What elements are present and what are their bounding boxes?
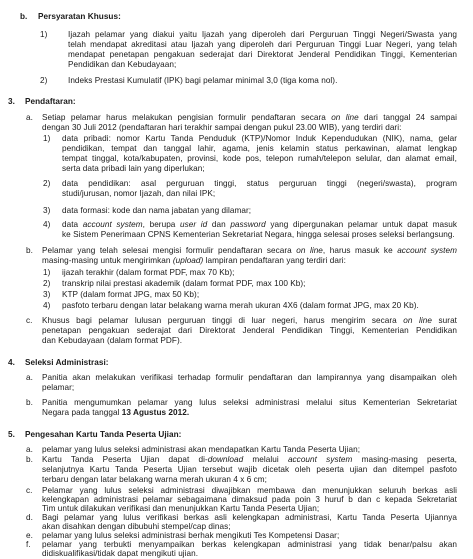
- italic-span: (upload): [172, 256, 204, 265]
- list-letter: e.: [26, 531, 33, 540]
- list-item-line: [68, 50, 457, 60]
- list-item-line: [68, 40, 457, 50]
- paragraph-line: [42, 465, 457, 475]
- text-line: data pendidikan: asal perguruan tinggi, status perguruan tinggi (negeri/swasta), program: [62, 179, 457, 188]
- text-span: yang dipergunakan pelamar untuk dapat masuk: [265, 220, 457, 229]
- text-line: [42, 455, 457, 465]
- text-span: data: [62, 220, 83, 229]
- text-span: Setiap pelamar harus melakukan pengisian formulir pendaftaran secara: [42, 113, 332, 122]
- text-line: mendapat penetapan pengakuan sederajat dari Direktorat Jenderal Pendidikan Tinggi, Kementerian: [68, 50, 457, 59]
- text-span: Pelamar yang telah selesai mengisi formulir pendaftaran secara: [42, 246, 297, 255]
- list-letter: c.: [26, 486, 33, 495]
- list-item-line: transkrip nilai prestasi akademik (dalam format PDF, max 100 Kb);: [62, 279, 306, 288]
- list-letter: d.: [26, 513, 33, 522]
- section-3-number: 3.: [8, 97, 15, 106]
- text-line: telah mendapat akreditasi atau Ijazah yang diperoleh dari Perguruan Tinggi Luar Negeri, yang telah: [68, 40, 457, 49]
- text-span: masing-masing peserta,: [352, 455, 457, 464]
- italic-span: user id: [180, 220, 208, 229]
- paragraph-line: [42, 455, 457, 465]
- italic-span: on line: [331, 113, 359, 122]
- list-number: 3): [43, 290, 51, 299]
- text-line: kelengkapan administrasi pelamar sebagaimana dimaksud pada poin 3 huruf b dan c kepada Sekretariat: [42, 495, 457, 504]
- list-item-line: data formasi: kode dan nama jabatan yang dilamar;: [62, 206, 252, 215]
- section-3-title: Pendaftaran:: [25, 97, 76, 106]
- text-line: pelamar yang terbukti menyampaikan berkas kelengkapan administrasi yang tidak benar/palsu akan: [42, 540, 457, 549]
- text-line: Panitia mengumumkan pelamar yang lulus seleksi administrasi melalui situs Kementerian Sekretariat: [42, 398, 457, 407]
- italic-span: download: [207, 455, 244, 464]
- text-span: , harus masuk ke: [322, 246, 398, 255]
- text-line: pendidikan, tempat dan tanggal lahir, agama, jenis kelamin status perkawinan, alamat lengkap: [62, 144, 457, 153]
- list-number: 2): [40, 76, 48, 85]
- list-letter: b.: [26, 246, 33, 255]
- text-line: [42, 246, 457, 256]
- paragraph-line: [42, 256, 346, 266]
- list-item-line: [62, 154, 457, 164]
- list-item-line: [62, 134, 457, 144]
- section-4-number: 4.: [8, 358, 15, 367]
- list-item-line: [62, 144, 457, 154]
- section-4-title: Seleksi Administrasi:: [25, 358, 109, 367]
- list-letter: b.: [26, 455, 33, 464]
- list-number: 1): [40, 30, 48, 39]
- list-number: 4): [43, 301, 51, 310]
- paragraph-line: terbaru dengan latar belakang warna merah ukuran 4 x 6 cm;: [42, 475, 268, 484]
- list-number: 4): [43, 220, 51, 229]
- italic-span: password: [230, 220, 266, 229]
- text-line: Bagi pelamar yang lulus verifikasi berkas asli kelengkapan administrasi, Kartu Tanda Peserta Ujiannya: [42, 513, 457, 522]
- paragraph-line: pelamar;: [42, 383, 75, 392]
- paragraph-line: [42, 408, 189, 418]
- paragraph-line: [42, 326, 457, 336]
- italic-span: on line: [296, 246, 323, 255]
- text-line: data pribadi: nomor Kartu Tanda Penduduk (KTP)/Nomor Induk Kependudukan (NIK), nama, gelar: [62, 134, 457, 143]
- text-span: , berupa: [142, 220, 181, 229]
- list-letter: b.: [26, 398, 33, 407]
- text-span: Negara pada tanggal: [42, 408, 122, 417]
- section-b-letter: b.: [20, 12, 28, 21]
- text-line: [42, 113, 457, 123]
- paragraph-line: akan disahkan dengan dibubuhi stempel/cap dinas;: [42, 522, 231, 531]
- section-5-title: Pengesahan Kartu Tanda Peserta Ujian:: [25, 430, 182, 439]
- text-span: masing-masing untuk mengirimkan: [42, 256, 173, 265]
- text-span: melalui: [243, 455, 288, 464]
- list-item-line: KTP (dalam format JPG, max 50 Kb);: [62, 290, 200, 299]
- paragraph-line: dan Kebudayaan (dalam format PDF).: [42, 336, 183, 345]
- list-number: 1): [43, 134, 51, 143]
- date-bold: 13 Agustus 2012.: [121, 408, 190, 417]
- text-span: lampiran pendaftaran yang terdiri dari:: [203, 256, 346, 265]
- list-item-line: Pendidikan dan Kebudayaan;: [68, 60, 177, 69]
- text-line: Ijazah pelamar yang diakui yaitu Ijazah yang diperoleh dari Perguruan Tinggi Negeri/Swasta yang: [68, 30, 457, 39]
- list-letter: a.: [26, 113, 33, 122]
- italic-span: account system: [82, 220, 143, 229]
- text-span: Kartu Tanda Peserta Ujian dapat di-: [42, 455, 208, 464]
- paragraph-line: [42, 373, 457, 383]
- list-item-line: [62, 179, 457, 189]
- list-number: 2): [43, 279, 51, 288]
- list-letter: a.: [26, 373, 33, 382]
- italic-span: account system: [397, 246, 457, 255]
- list-item-line: serta data pribadi lain yang diperlukan;: [62, 164, 205, 173]
- list-letter: a.: [26, 445, 33, 454]
- list-number: 2): [43, 179, 51, 188]
- list-item-line: pasfoto terbaru dengan latar belakang warna merah ukuran 4X6 (dalam format JPG, max 20 Kb).: [62, 301, 419, 310]
- italic-span: on line: [403, 316, 432, 325]
- text-line: tempat tinggal, kota/kabupaten, provinsi, kode pos, telepon rumah/telepon selular, dan alamat email,: [62, 154, 457, 163]
- list-number: 3): [43, 206, 51, 215]
- text-span: dari tanggal 24 sampai: [358, 113, 457, 122]
- italic-span: account system: [287, 455, 353, 464]
- text-span: surat: [431, 316, 457, 325]
- list-item-line: [68, 30, 457, 40]
- paragraph-line: Tim untuk dilakukan verifikasi dan menunjukkan Kartu Tanda Peserta Ujian;: [42, 504, 320, 513]
- list-letter: f.: [26, 540, 31, 549]
- list-letter: c.: [26, 316, 33, 325]
- paragraph-line: pelamar yang lulus seleksi administrasi berhak mengikuti Tes Kompetensi Dasar;: [42, 531, 340, 540]
- list-number: 1): [43, 268, 51, 277]
- text-line: selanjutnya Kartu Tanda Peserta Ujian tersebut wajib dicetak oleh peserta ujian dan ditempel pasfoto: [42, 465, 457, 474]
- paragraph-line: didiskualifikasi/tidak dapat mengikuti ujian.: [42, 549, 199, 558]
- section-b-title: Persyaratan Khusus:: [38, 12, 121, 21]
- text-span: dan: [207, 220, 231, 229]
- list-item-line: ijazah terakhir (dalam format PDF, max 70 Kb);: [62, 268, 235, 277]
- section-5-number: 5.: [8, 430, 15, 439]
- list-item-line: [62, 220, 457, 230]
- paragraph-line: [42, 316, 457, 326]
- paragraph-line: dengan 30 Juli 2012 (pendaftaran hari terakhir sampai dengan pukul 23.00 WIB), yang terdiri dari:: [42, 123, 402, 132]
- text-line: Pelamar yang lulus seleksi administrasi diwajibkan membawa dan menunjukkan seluruh berkas asli: [42, 486, 457, 495]
- list-item-line: Indeks Prestasi Kumulatif (IPK) bagi pelamar minimal 3,0 (tiga koma nol).: [68, 76, 338, 85]
- list-item-line: ke Sistem Penerimaan CPNS Kementerian Sekretariat Negara, hingga selesai proses seleksi berlangsung.: [62, 230, 455, 239]
- text-span: Khusus bagi pelamar lulusan perguruan tinggi di luar negeri, harus mengirim secara: [42, 316, 404, 325]
- text-line: [62, 220, 457, 230]
- text-line: [42, 316, 457, 326]
- paragraph-line: [42, 246, 457, 256]
- paragraph-line: [42, 113, 457, 123]
- text-line: penetapan pengakuan sederajat dari Direktorat Jenderal Pendidikan Tinggi, Kementerian Pendidikan: [42, 326, 457, 335]
- paragraph-line: pelamar yang lulus seleksi administrasi akan mendapatkan Kartu Tanda Peserta Ujian;: [42, 445, 361, 454]
- list-item-line: studi/jurusan, nomor Ijazah, dan nilai IPK;: [62, 189, 216, 198]
- text-line: Panitia akan melakukan verifikasi terhadap formulir pendaftaran dan lampirannya yang disampaikan oleh: [42, 373, 457, 382]
- paragraph-line: [42, 398, 457, 408]
